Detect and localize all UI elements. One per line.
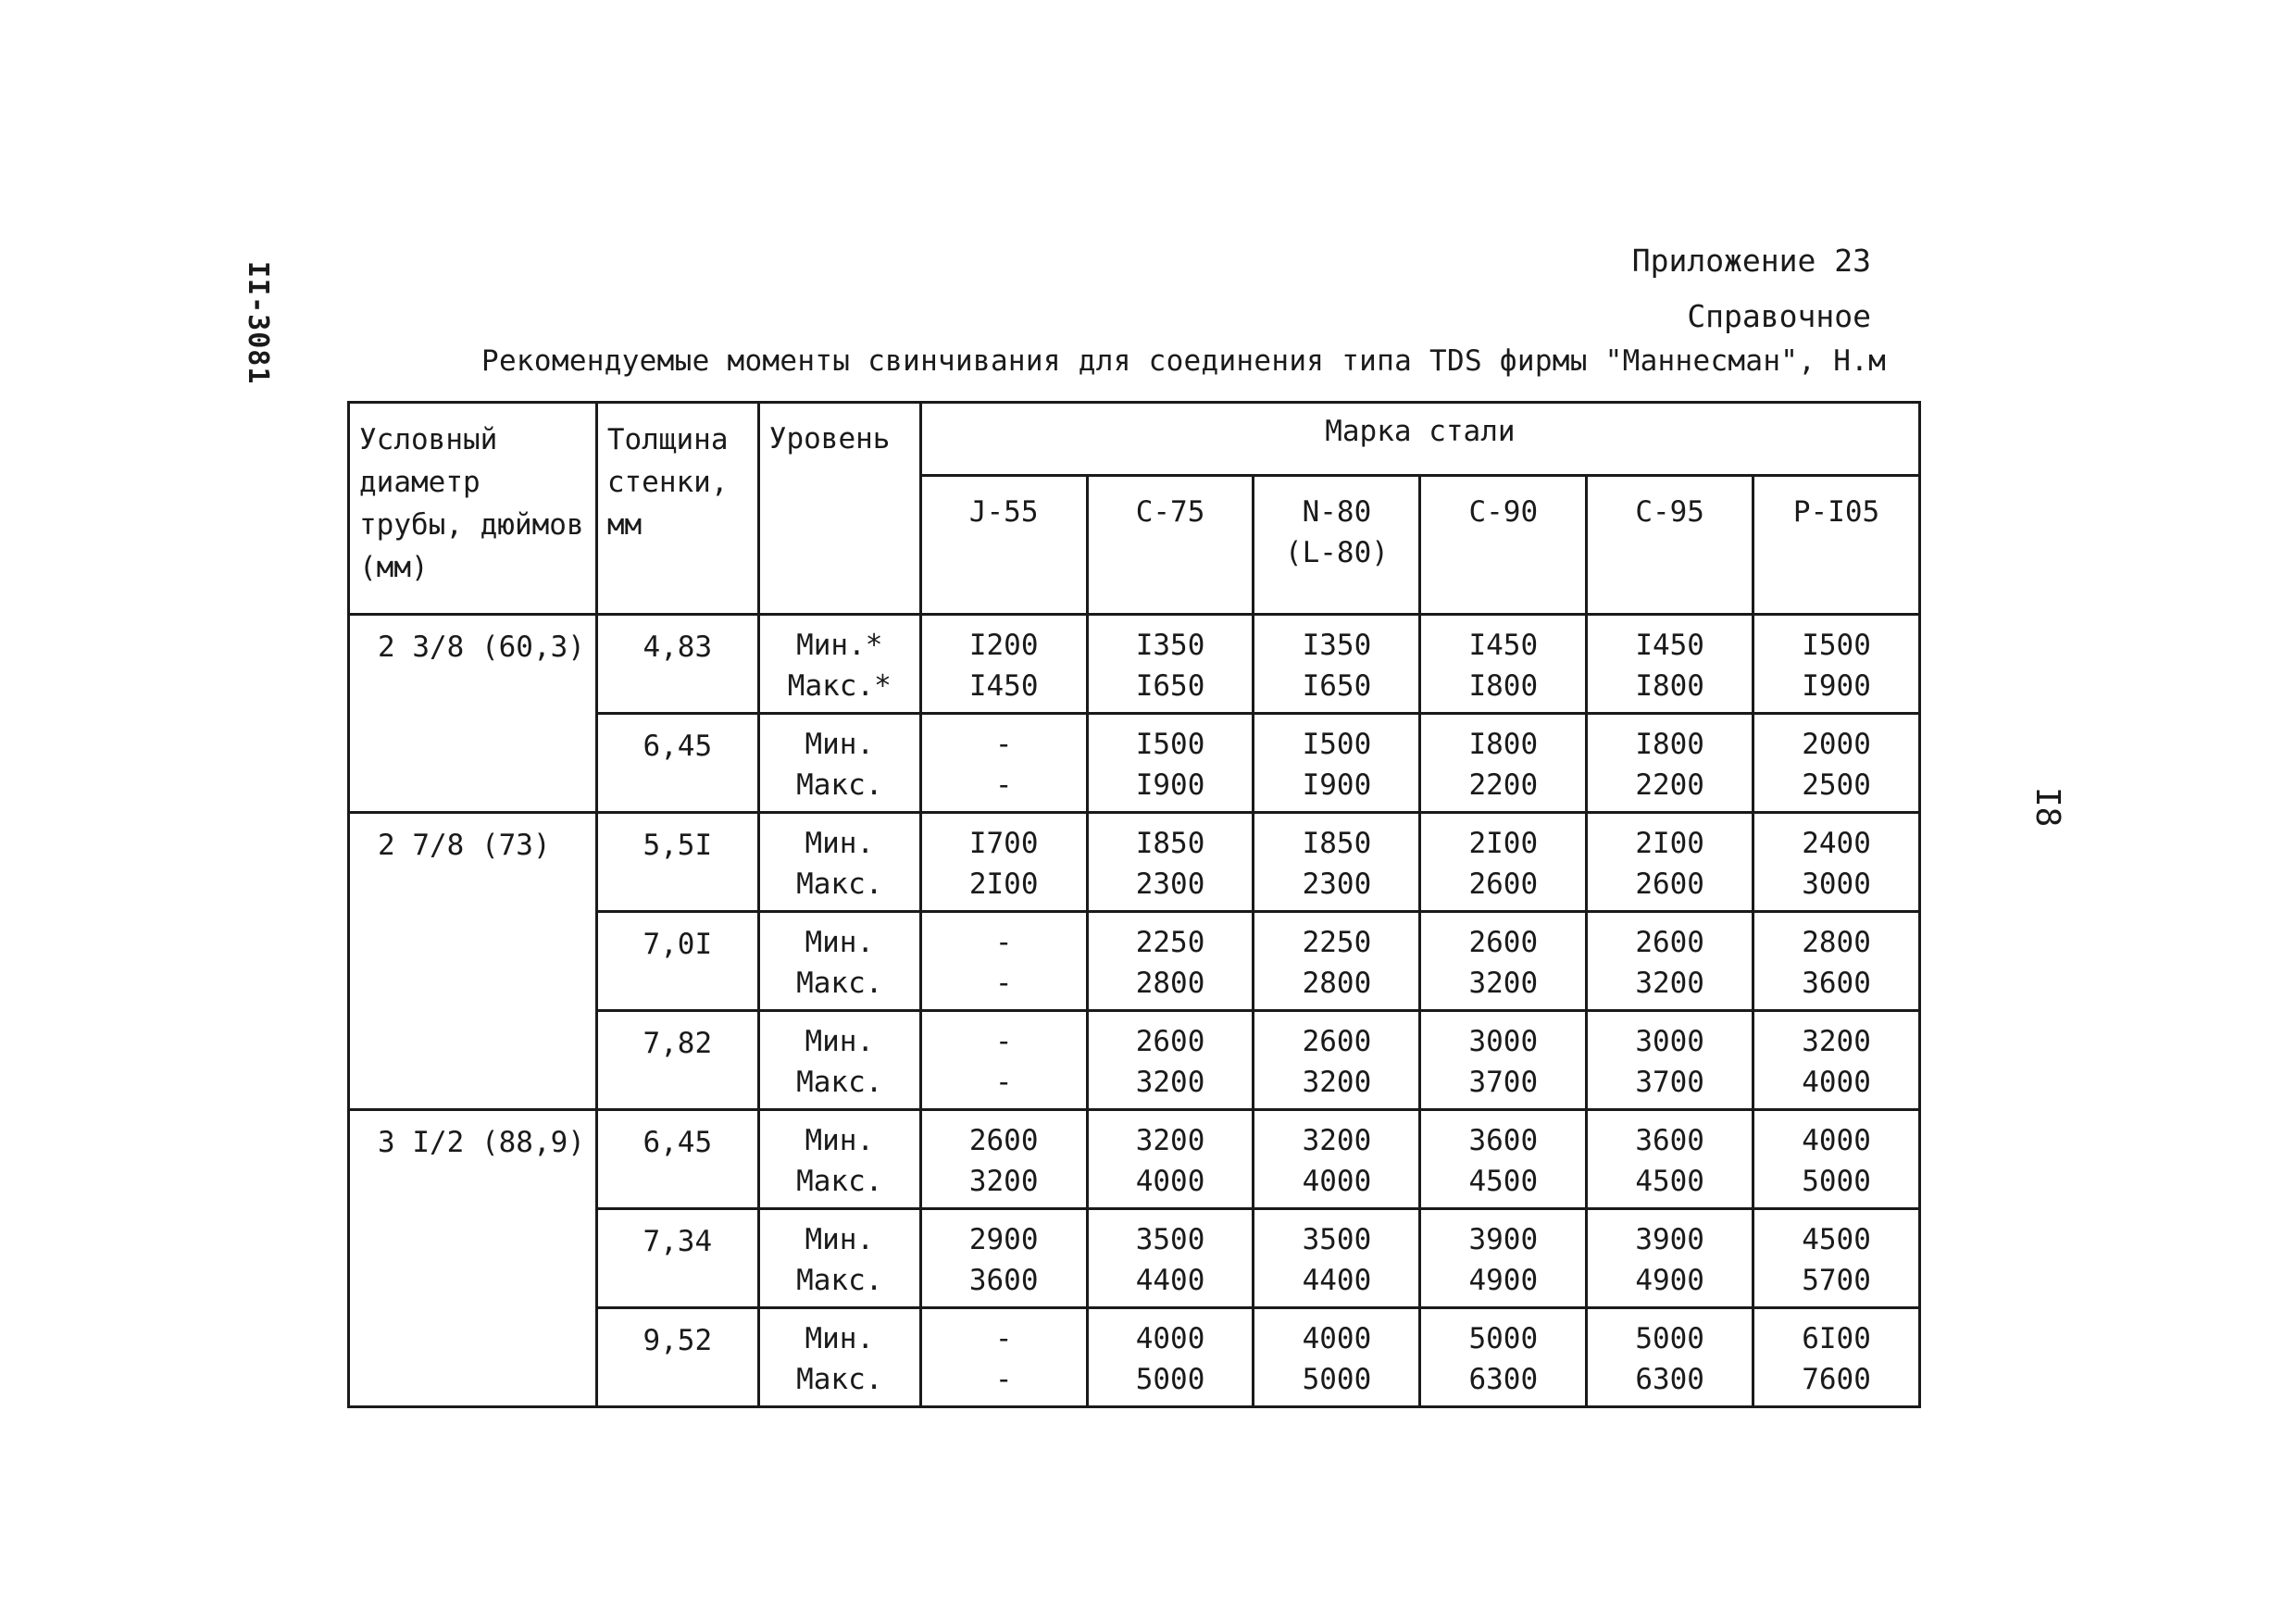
min-value: -	[994, 1322, 1013, 1355]
wall-cell: 9,52	[596, 1308, 758, 1407]
level-cell	[758, 1209, 920, 1308]
max-value: 3600	[968, 1264, 1039, 1297]
max-value: -	[994, 967, 1013, 1000]
value-cell	[1587, 1011, 1753, 1110]
diameter-cell: 3 I/2 (88,9)	[349, 1110, 597, 1407]
min-value: -	[994, 1025, 1013, 1058]
level-max-label: Макс.	[796, 967, 883, 1000]
level-max-label: Макс.*	[787, 669, 892, 703]
value-cell	[1420, 615, 1587, 714]
grade-header-5	[1753, 476, 1920, 615]
grade-header-1	[1087, 476, 1254, 615]
diameter-cell: 2 3/8 (60,3)	[349, 615, 597, 813]
grade-name: P-I05	[1792, 495, 1880, 529]
min-value: 3000	[1468, 1025, 1539, 1058]
max-value: 2800	[1302, 967, 1372, 1000]
max-value: 6300	[1468, 1363, 1539, 1396]
wall-cell: 7,82	[596, 1011, 758, 1110]
value-cell	[1420, 912, 1587, 1011]
grade-name: C-90	[1468, 495, 1539, 529]
min-value: 4000	[1135, 1322, 1205, 1355]
min-value: I200	[968, 629, 1039, 662]
min-value: 3900	[1635, 1223, 1704, 1256]
value-cell	[1753, 813, 1920, 912]
max-value: I900	[1135, 768, 1205, 802]
value-cell	[1587, 615, 1753, 714]
min-value: 3900	[1468, 1223, 1539, 1256]
value-cell	[1087, 1308, 1254, 1407]
max-value: I900	[1802, 669, 1871, 703]
min-value: 4500	[1802, 1223, 1871, 1256]
min-value: 2600	[968, 1124, 1039, 1157]
min-value: 3600	[1635, 1124, 1704, 1157]
min-value: I500	[1302, 728, 1372, 761]
value-cell	[1087, 912, 1254, 1011]
value-cell	[1420, 714, 1587, 813]
value-cell	[1420, 1011, 1587, 1110]
appendix-label: Приложение 23	[1631, 243, 1871, 279]
min-value: 2400	[1802, 827, 1871, 860]
value-cell	[920, 615, 1087, 714]
min-value: 3200	[1135, 1124, 1205, 1157]
value-cell	[1254, 1209, 1420, 1308]
max-value: 4000	[1135, 1165, 1205, 1198]
grade-name: C-75	[1135, 495, 1205, 529]
value-cell	[1587, 912, 1753, 1011]
value-cell	[1420, 1209, 1587, 1308]
diameter-cell: 2 7/8 (73)	[349, 813, 597, 1110]
max-value: 4500	[1468, 1165, 1539, 1198]
table-row	[349, 615, 1920, 714]
level-min-label: Мин.	[805, 827, 875, 860]
max-value: 4900	[1635, 1264, 1704, 1297]
max-value: 2800	[1135, 967, 1205, 1000]
min-value: 2250	[1302, 926, 1372, 959]
header-steel-grade: Марка стали	[920, 403, 1919, 476]
max-value: I800	[1468, 669, 1539, 703]
max-value: 3700	[1468, 1066, 1539, 1099]
header-wall: Толщина стенки, мм	[596, 403, 758, 615]
min-value: 5000	[1635, 1322, 1704, 1355]
level-max-label: Макс.	[796, 1264, 883, 1297]
level-min-label: Мин.	[805, 728, 875, 761]
min-value: 5000	[1468, 1322, 1539, 1355]
grade-name: C-95	[1635, 495, 1704, 529]
min-value: 2600	[1135, 1025, 1205, 1058]
max-value: 2200	[1468, 768, 1539, 802]
value-cell	[1420, 813, 1587, 912]
value-cell	[920, 714, 1087, 813]
max-value: 3200	[968, 1165, 1039, 1198]
max-value: 3200	[1635, 967, 1704, 1000]
level-max-label: Макс.	[796, 1066, 883, 1099]
max-value: I800	[1635, 669, 1704, 703]
min-value: I850	[1302, 827, 1372, 860]
appendix-kind: Справочное	[1687, 298, 1871, 334]
min-value: I450	[1468, 629, 1539, 662]
value-cell	[1587, 714, 1753, 813]
max-value: 3000	[1802, 868, 1871, 901]
max-value: 2I00	[968, 868, 1039, 901]
level-cell	[758, 1308, 920, 1407]
value-cell	[1087, 615, 1254, 714]
min-value: I800	[1635, 728, 1704, 761]
max-value: -	[994, 1066, 1013, 1099]
min-value: 2250	[1135, 926, 1205, 959]
min-value: 4000	[1302, 1322, 1372, 1355]
level-cell	[758, 813, 920, 912]
value-cell	[1254, 615, 1420, 714]
level-cell	[758, 714, 920, 813]
value-cell	[1087, 813, 1254, 912]
grade-header-3	[1420, 476, 1587, 615]
max-value: 2500	[1802, 768, 1871, 802]
grade-subname: (L-80)	[1284, 536, 1389, 569]
value-cell	[1087, 1011, 1254, 1110]
value-cell	[920, 912, 1087, 1011]
header-diameter: Условный диаметр трубы, дюймов (мм)	[349, 403, 597, 615]
value-cell	[920, 1011, 1087, 1110]
min-value: 2600	[1302, 1025, 1372, 1058]
max-value: 7600	[1802, 1363, 1871, 1396]
min-value: I450	[1635, 629, 1704, 662]
level-cell	[758, 1011, 920, 1110]
value-cell	[1420, 1308, 1587, 1407]
value-cell	[1254, 1308, 1420, 1407]
value-cell	[920, 1308, 1087, 1407]
value-cell	[1420, 1110, 1587, 1209]
max-value: 3600	[1802, 967, 1871, 1000]
min-value: 2600	[1635, 926, 1704, 959]
max-value: 5000	[1135, 1363, 1205, 1396]
max-value: 4400	[1135, 1264, 1205, 1297]
max-value: I650	[1135, 669, 1205, 703]
torque-table	[347, 401, 1921, 1408]
min-value: 2900	[968, 1223, 1039, 1256]
max-value: -	[994, 768, 1013, 802]
wall-cell: 6,45	[596, 714, 758, 813]
max-value: 3700	[1635, 1066, 1704, 1099]
max-value: 3200	[1135, 1066, 1205, 1099]
level-max-label: Макс.	[796, 768, 883, 802]
appendix-header	[1632, 233, 1871, 344]
table-row	[349, 1110, 1920, 1209]
value-cell	[1254, 813, 1420, 912]
min-value: -	[994, 728, 1013, 761]
min-value: 3500	[1135, 1223, 1205, 1256]
max-value: 3200	[1468, 967, 1539, 1000]
value-cell	[1587, 1308, 1753, 1407]
value-cell	[1587, 813, 1753, 912]
value-cell	[1753, 1209, 1920, 1308]
level-max-label: Макс.	[796, 868, 883, 901]
min-value: I700	[968, 827, 1039, 860]
value-cell	[1254, 1011, 1420, 1110]
max-value: -	[994, 1363, 1013, 1396]
min-value: 2600	[1468, 926, 1539, 959]
value-cell	[1753, 1011, 1920, 1110]
level-min-label: Мин.	[805, 1223, 875, 1256]
max-value: 5700	[1802, 1264, 1871, 1297]
value-cell	[1753, 714, 1920, 813]
max-value: 2600	[1635, 868, 1704, 901]
max-value: 2300	[1302, 868, 1372, 901]
document-code: II-3081	[242, 261, 274, 385]
table-row	[349, 813, 1920, 912]
value-cell	[1254, 714, 1420, 813]
min-value: 3200	[1802, 1025, 1871, 1058]
value-cell	[1753, 615, 1920, 714]
min-value: I800	[1468, 728, 1539, 761]
max-value: 6300	[1635, 1363, 1704, 1396]
value-cell	[1254, 912, 1420, 1011]
value-cell	[1753, 1308, 1920, 1407]
max-value: I900	[1302, 768, 1372, 802]
grade-name: J-55	[968, 495, 1039, 529]
value-cell	[1753, 912, 1920, 1011]
value-cell	[920, 1110, 1087, 1209]
header-level: Уровень	[758, 403, 920, 615]
max-value: 2600	[1468, 868, 1539, 901]
max-value: 3200	[1302, 1066, 1372, 1099]
value-cell	[1587, 1110, 1753, 1209]
min-value: 2800	[1802, 926, 1871, 959]
wall-cell: 4,83	[596, 615, 758, 714]
level-max-label: Макс.	[796, 1165, 883, 1198]
wall-cell: 6,45	[596, 1110, 758, 1209]
min-value: 3600	[1468, 1124, 1539, 1157]
level-cell	[758, 912, 920, 1011]
min-value: 2I00	[1635, 827, 1704, 860]
min-value: I350	[1302, 629, 1372, 662]
grade-header-4	[1587, 476, 1753, 615]
wall-cell: 5,5I	[596, 813, 758, 912]
max-value: 4500	[1635, 1165, 1704, 1198]
wall-cell: 7,34	[596, 1209, 758, 1308]
page-number: I8	[2028, 787, 2066, 828]
min-value: 4000	[1802, 1124, 1871, 1157]
max-value: I650	[1302, 669, 1372, 703]
level-min-label: Мин.*	[796, 629, 883, 662]
min-value: -	[994, 926, 1013, 959]
level-min-label: Мин.	[805, 926, 875, 959]
value-cell	[1753, 1110, 1920, 1209]
max-value: 4900	[1468, 1264, 1539, 1297]
value-cell	[1087, 1209, 1254, 1308]
max-value: 4000	[1802, 1066, 1871, 1099]
min-value: 3500	[1302, 1223, 1372, 1256]
min-value: 3000	[1635, 1025, 1704, 1058]
max-value: 4000	[1302, 1165, 1372, 1198]
level-max-label: Макс.	[796, 1363, 883, 1396]
min-value: I500	[1135, 728, 1205, 761]
table-body	[349, 615, 1920, 1407]
max-value: 5000	[1302, 1363, 1372, 1396]
value-cell	[920, 1209, 1087, 1308]
value-cell	[1087, 714, 1254, 813]
value-cell	[1254, 1110, 1420, 1209]
value-cell	[1587, 1209, 1753, 1308]
grade-header-0	[920, 476, 1087, 615]
max-value: I450	[968, 669, 1039, 703]
level-min-label: Мин.	[805, 1322, 875, 1355]
max-value: 2300	[1135, 868, 1205, 901]
min-value: 6I00	[1802, 1322, 1871, 1355]
level-cell	[758, 615, 920, 714]
min-value: I500	[1802, 629, 1871, 662]
max-value: 5000	[1802, 1165, 1871, 1198]
level-min-label: Мин.	[805, 1025, 875, 1058]
wall-cell: 7,0I	[596, 912, 758, 1011]
min-value: 2I00	[1468, 827, 1539, 860]
level-min-label: Мин.	[805, 1124, 875, 1157]
max-value: 4400	[1302, 1264, 1372, 1297]
min-value: 3200	[1302, 1124, 1372, 1157]
table-title: Рекомендуемые моменты свинчивания для соединения типа TDS фирмы "Маннесман", Н.м	[481, 344, 1887, 378]
level-cell	[758, 1110, 920, 1209]
grade-name: N-80	[1302, 495, 1372, 529]
value-cell	[920, 813, 1087, 912]
min-value: I850	[1135, 827, 1205, 860]
value-cell	[1087, 1110, 1254, 1209]
min-value: I350	[1135, 629, 1205, 662]
max-value: 2200	[1635, 768, 1704, 802]
min-value: 2000	[1802, 728, 1871, 761]
grade-header-2	[1254, 476, 1420, 615]
